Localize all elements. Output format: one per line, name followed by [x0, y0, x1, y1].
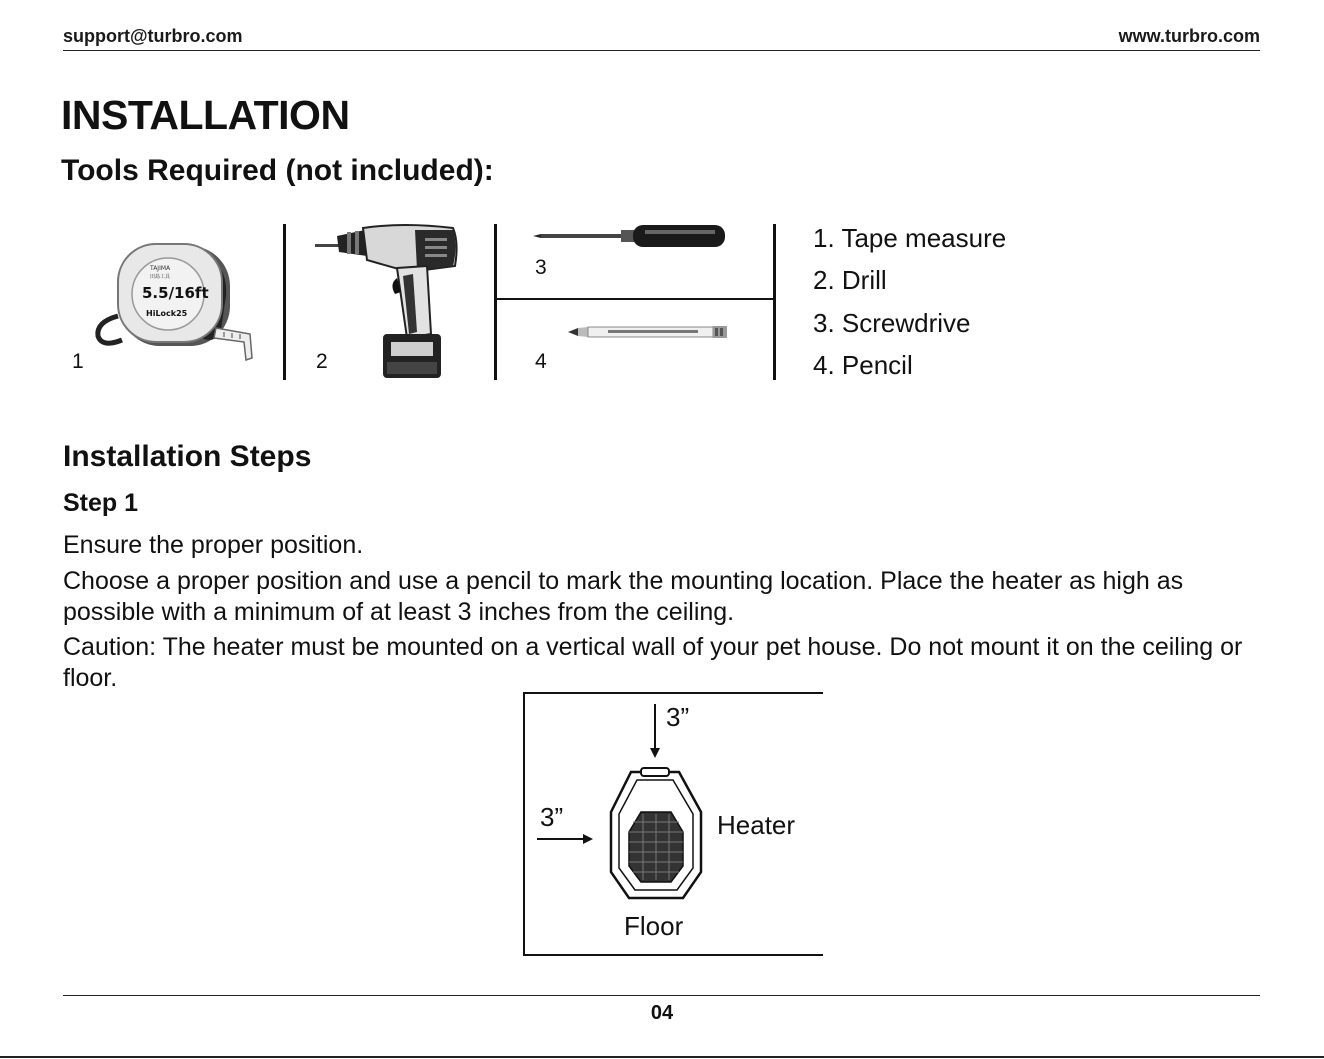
tape-sub-text: 田島工具 [150, 274, 171, 280]
tape-model-text: HiLock25 [146, 309, 188, 318]
screwdriver-icon [533, 222, 733, 252]
tape-measure-icon [88, 236, 258, 366]
drill-icon [313, 222, 463, 380]
tools-illustration-strip [63, 222, 779, 380]
step-1-caution: Caution: The heater must be mounted on a vertical wall of your pet house. Do not mount it on the ceiling or floor. [63, 633, 1243, 692]
tool-list-item: 4. Pencil [813, 349, 913, 380]
heater-label: Heater [717, 810, 796, 840]
tool-number-4: 4 [535, 350, 547, 373]
tool-divider-3 [773, 224, 776, 380]
step-1-summary: Ensure the proper position. [63, 531, 364, 559]
page-bottom-edge [0, 1056, 1324, 1058]
step-1-instructions: Choose a proper position and use a pencil to mark the mounting location. Place the heater as high as possible with a minimum of at least 3 inches from the ceiling. [63, 567, 1184, 626]
side-distance-label: 3” [540, 802, 564, 832]
tape-size-text: 5.5/16ft [142, 284, 209, 302]
header-divider [63, 50, 1260, 51]
tool-number-2: 2 [316, 350, 328, 373]
tool-number-1: 1 [72, 350, 84, 373]
header-email: support@turbro.com [63, 26, 243, 46]
page-number: 04 [650, 1002, 674, 1024]
step-1-title: Step 1 [63, 489, 139, 517]
top-distance-label: 3” [666, 702, 690, 732]
installation-steps-heading: Installation Steps [63, 440, 312, 473]
pencil-icon [568, 324, 733, 340]
tool-divider-horizontal [495, 298, 775, 300]
page-title: INSTALLATION [61, 92, 350, 138]
tools-heading: Tools Required (not included): [61, 154, 494, 187]
mounting-diagram [523, 692, 823, 957]
floor-label: Floor [624, 911, 684, 941]
tool-list [813, 222, 1006, 391]
tool-list-item: 3. Screwdrive [813, 307, 971, 338]
tape-brand-text: TAJIMA [150, 265, 171, 272]
tool-list-item: 2. Drill [813, 265, 887, 296]
tool-divider-1 [283, 224, 286, 380]
header-website: www.turbro.com [1118, 26, 1260, 46]
footer-divider [63, 995, 1260, 996]
tool-divider-2 [494, 224, 497, 380]
tool-list-item: 1. Tape measure [813, 223, 1007, 253]
heater-icon [611, 768, 701, 898]
tool-number-3: 3 [535, 256, 547, 279]
